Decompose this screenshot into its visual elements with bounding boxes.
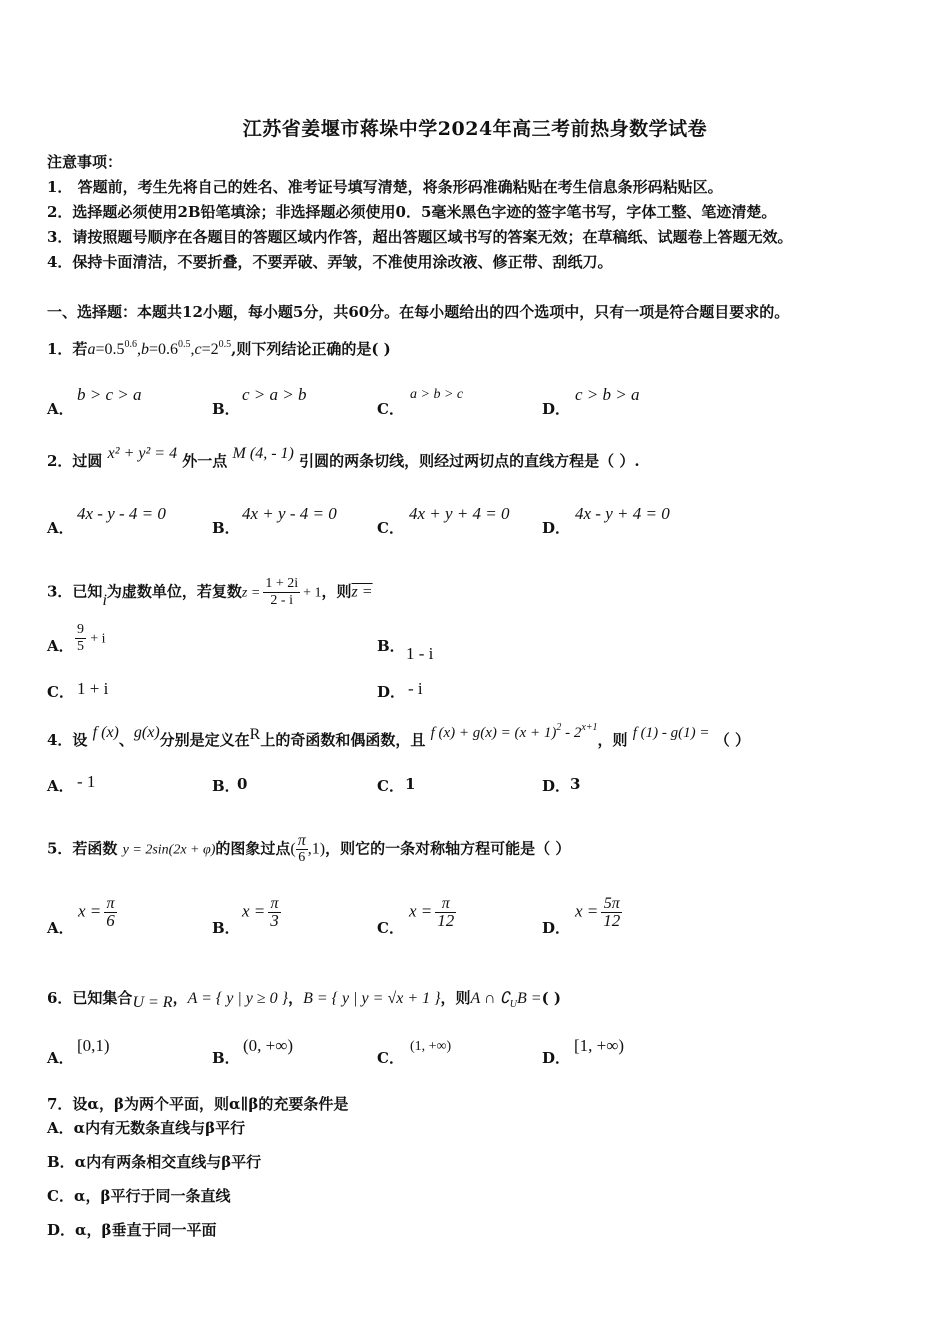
q3-option-a-label: A．: [47, 637, 74, 655]
notice-item: 1． 答题前，考生先将自己的姓名、准考证号填写清楚，将条形码准确粘贴在考生信息条形码粘贴区。: [47, 178, 723, 196]
q5-option-b-label: B．: [212, 919, 240, 937]
q5-d-lhs: x =: [575, 901, 599, 921]
q5-function: y = 2sin(2x + φ): [122, 842, 216, 858]
q4-option-d: 3: [570, 775, 581, 793]
q3-then: ，则: [321, 582, 352, 601]
q5-option-d: [575, 896, 622, 929]
q5-b-fraction: [268, 896, 281, 929]
q5-a-lhs: x =: [78, 901, 102, 921]
q4-option-b-label: B．: [212, 777, 240, 795]
q4-eq-tail: - 2: [561, 725, 582, 741]
q2-option-a-label: A．: [47, 519, 74, 537]
q6-option-b: (0, +∞): [243, 1036, 294, 1055]
q4-g: g(x): [133, 724, 160, 741]
q1-var-c: c: [194, 341, 202, 358]
notice-item: 3．请按照题号顺序在各题目的答题区域内作答，超出答题区域书写的答案无效；在草稿纸、试题卷上答题无效。: [47, 228, 793, 246]
q6-prefix: 6．已知集合: [47, 989, 133, 1007]
question-1-stem: 1．若$a=0.5^{0.6},b=0.6^{0.5},c=2^{0.5}$,则下列结论正确的是( ): [47, 339, 391, 358]
q4-option-b: 0: [237, 775, 248, 793]
q4-eq-exp: 2: [556, 722, 562, 733]
q1-c-base: =2: [201, 341, 219, 358]
q1-option-b-label: B．: [212, 400, 240, 418]
q6-sep1: ，: [172, 989, 188, 1007]
q4-paren: （ ）: [714, 731, 750, 749]
q3-a-tail: + i: [90, 631, 106, 647]
q4-ask: f (1) - g(1) =: [632, 725, 710, 741]
q1-suffix: ,则下列结论正确的是( ): [231, 340, 391, 358]
question-2-stem: [47, 445, 640, 471]
q5-a-num: π: [104, 896, 117, 913]
q1-option-c-label: C．: [377, 400, 404, 418]
q1-var-b: b: [140, 341, 149, 358]
q5-b-lhs: x =: [242, 901, 266, 921]
q3-mid: 为虚数单位，若复数: [106, 582, 242, 601]
q2-option-b: 4x + y - 4 = 0: [242, 504, 337, 523]
q5-option-d-label: D．: [542, 919, 571, 937]
q6-set-a: A = { y | y ≥ 0 }: [187, 990, 289, 1007]
q6-ask: A ∩ ∁: [470, 990, 510, 1007]
q3-option-c: 1 + i: [77, 679, 109, 698]
page-title: 江苏省姜堰市蒋垛中学2024年高三考前热身数学试卷: [242, 118, 708, 140]
q3-denominator: 2 - i: [270, 593, 293, 608]
q6-option-a-label: A．: [47, 1049, 74, 1067]
q5-pt-tail: ,1): [307, 840, 326, 858]
q1-prefix: 1．若: [47, 340, 88, 358]
q7-option: B．α内有两条相交直线与β平行: [47, 1153, 262, 1171]
notice-heading: 注意事项：: [47, 153, 123, 171]
q6-ask-tail: B =: [517, 990, 542, 1007]
notice-item: 2．选择题必须使用2B铅笔填涂；非选择题必须使用0．5毫米黑色字迹的签字笔书写，字体工整、笔迹清楚。: [47, 203, 777, 221]
q3-imag-unit: i: [102, 591, 107, 609]
q6-option-b-label: B．: [212, 1049, 240, 1067]
q2-option-c-label: C．: [377, 519, 404, 537]
q4-option-c: 1: [405, 775, 416, 793]
q3-zbar: z =: [351, 583, 373, 601]
q4-reals: R: [249, 726, 261, 743]
q5-suffix: ，则它的一条对称轴方程可能是（ ）: [325, 839, 571, 858]
q3-option-a: [75, 622, 106, 655]
q3-fraction: [263, 576, 300, 609]
q4-option-d-label: D．: [542, 777, 571, 795]
q5-a-fraction: [104, 896, 117, 929]
q6-option-a: [0,1): [77, 1036, 110, 1055]
q6-option-c-label: C．: [377, 1049, 404, 1067]
q3-option-c-label: C．: [47, 683, 74, 701]
q1-a-exp: 0.6: [124, 339, 137, 350]
q5-option-c-label: C．: [377, 919, 404, 937]
q1-b-base: =0.6: [148, 341, 178, 358]
q3-prefix: 3．已知: [47, 582, 103, 601]
q5-pt-num: π: [297, 832, 306, 849]
q5-mid: 的图象过点: [215, 839, 291, 858]
q2-point: M (4, - 1): [232, 445, 294, 462]
q4-option-a: - 1: [77, 772, 96, 791]
section-heading: 一、选择题：本题共12小题，每小题5分，共60分。在每小题给出的四个选项中，只有一项是符合题目要求的。: [47, 303, 790, 321]
question-7-stem: 7．设α，β为两个平面，则α∥β的充要条件是: [47, 1095, 349, 1113]
q7-option: C．α，β平行于同一条直线: [47, 1187, 231, 1205]
q5-d-den: 12: [603, 911, 621, 930]
q4-option-a-label: A．: [47, 777, 74, 795]
q7-option: A．α内有无数条直线与β平行: [47, 1119, 246, 1137]
q1-b-exp: 0.5: [178, 339, 191, 350]
q3-a-num: 9: [77, 622, 84, 637]
q4-mid: 分别是定义在: [159, 731, 250, 749]
q4-eq-lhs: f (x) + g(x) = (x + 1): [430, 725, 557, 741]
q3-a-den: 5: [77, 639, 84, 654]
q2-option-a: 4x - y - 4 = 0: [77, 504, 166, 523]
q5-option-a-label: A．: [47, 919, 74, 937]
q1-var-a: a: [87, 341, 96, 358]
q4-mid2: 上的奇函数和偶函数，且: [260, 731, 426, 749]
q1-a-base: =0.5: [95, 341, 125, 358]
q5-c-lhs: x =: [409, 901, 433, 921]
q2-option-b-label: B．: [212, 519, 240, 537]
q6-ask-sub: U: [509, 999, 517, 1010]
question-5-stem: 5．若函数 y = 2sin(2x + φ)的图象过点( $\frac{\pi}{6}$ ,1)，则它的一条对称轴方程可能是（ ）: [47, 832, 571, 865]
q6-paren: ( ): [541, 989, 561, 1007]
q4-equation: [430, 722, 598, 741]
q4-f: f (x): [92, 724, 119, 741]
q3-z-tail: + 1: [303, 585, 322, 601]
q3-z-lhs: z =: [241, 585, 261, 601]
q5-option-c: [409, 896, 456, 929]
q6-universe: U = R: [132, 994, 173, 1011]
q3-option-b: 1 - i: [406, 644, 434, 663]
question-4-stem: [47, 722, 750, 750]
notice-item: 4．保持卡面清洁，不要折叠，不要弄破、弄皱，不准使用涂改液、修正带、刮纸刀。: [47, 253, 613, 271]
q6-set-b: B = { y | y = √x + 1 }: [303, 990, 441, 1007]
q5-option-b: [242, 896, 281, 929]
q5-a-den: 6: [106, 911, 115, 930]
q5-option-a: [78, 896, 117, 929]
q3-option-d-label: D．: [377, 683, 406, 701]
q2-option-d: 4x - y + 4 = 0: [575, 504, 670, 523]
q2-option-d-label: D．: [542, 519, 571, 537]
q7-option: D．α，β垂直于同一平面: [47, 1221, 217, 1239]
q1-c-exp: 0.5: [218, 339, 232, 350]
q2-circle-eq: x² + y² = 4: [107, 445, 178, 462]
q4-sep: 、: [118, 731, 134, 749]
q5-c-fraction: [435, 896, 456, 929]
q5-point-fraction: [296, 833, 308, 866]
q1-option-a: b > c > a: [77, 385, 142, 404]
q6-option-d-label: D．: [542, 1049, 571, 1067]
q1-option-d: c > b > a: [575, 385, 640, 404]
q1-option-c: a > b > c: [410, 387, 464, 402]
q5-b-den: 3: [270, 911, 279, 930]
q4-then: ，则: [597, 731, 628, 749]
q3-option-b-label: B．: [377, 637, 405, 655]
q5-b-num: π: [268, 896, 281, 913]
q5-prefix: 5．若函数: [47, 839, 118, 858]
q5-d-fraction: [601, 896, 622, 929]
q3-numerator: 1 + 2i: [265, 576, 299, 591]
q5-c-num: π: [435, 896, 456, 913]
question-3-stem: [47, 576, 373, 609]
q5-pt-den: 6: [298, 850, 306, 865]
q6-sep2: ，: [288, 989, 304, 1007]
q6-option-c: (1, +∞): [410, 1039, 452, 1054]
q4-eq-tail-exp: x+1: [581, 722, 598, 733]
q2-suffix: 引圆的两条切线，则经过两切点的直线方程是（ ）.: [299, 452, 640, 470]
q3-option-a-fraction: [75, 622, 86, 655]
q2-option-c: 4x + y + 4 = 0: [409, 504, 510, 523]
q2-mid: 外一点: [182, 452, 228, 470]
q6-then: ，则: [440, 989, 471, 1007]
q3-option-d: - i: [408, 679, 423, 698]
q5-d-num: 5π: [601, 896, 622, 913]
q1-option-b: c > a > b: [242, 385, 307, 404]
q2-prefix: 2．过圆: [47, 452, 103, 470]
q6-option-d: [1, +∞): [574, 1036, 625, 1055]
q1-option-a-label: A．: [47, 400, 74, 418]
q4-prefix: 4．设: [47, 731, 88, 749]
q4-option-c-label: C．: [377, 777, 404, 795]
question-6-stem: [47, 989, 561, 1014]
q1-option-d-label: D．: [542, 400, 571, 418]
q5-c-den: 12: [437, 911, 455, 930]
